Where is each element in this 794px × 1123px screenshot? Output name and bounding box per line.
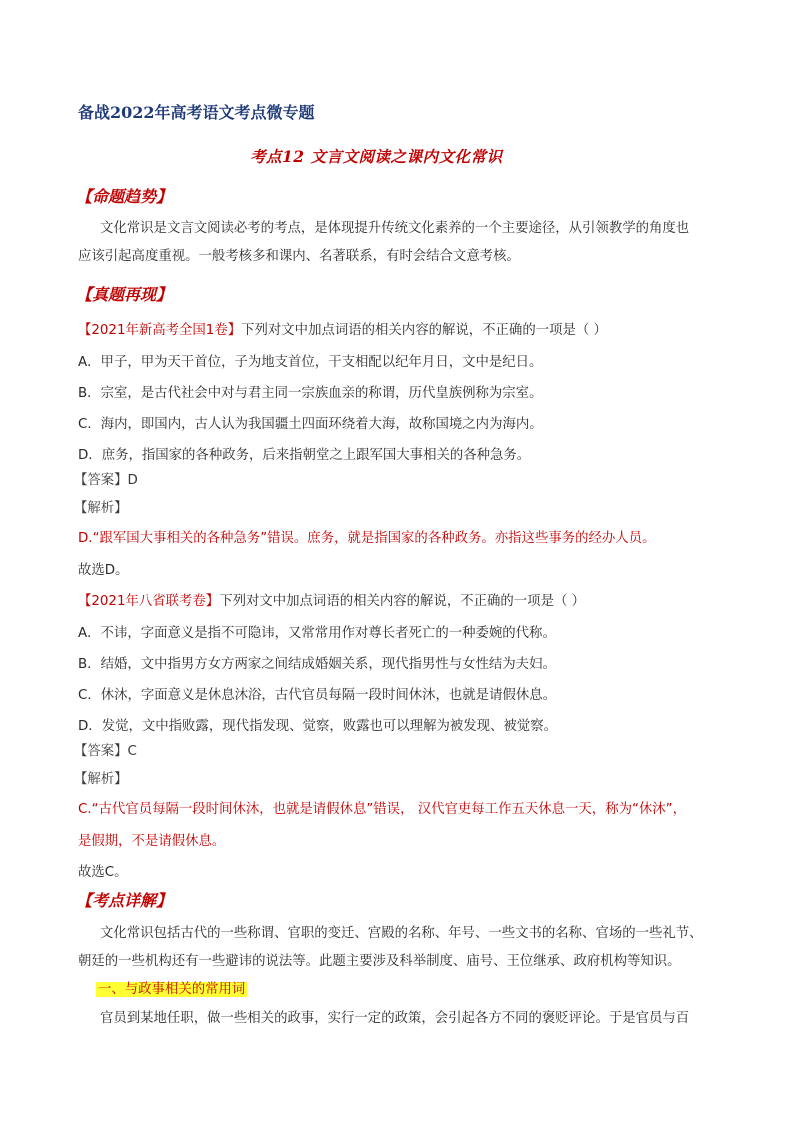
section-heading-real: 【真题再现】 bbox=[76, 285, 173, 304]
question-source: 【2021年八省联考卷】 bbox=[78, 594, 220, 609]
series-title: 备战2022年高考语文考点微专题 bbox=[78, 103, 315, 122]
analysis-label: 【解析】 bbox=[74, 501, 128, 516]
answer: 【答案】C bbox=[74, 744, 137, 759]
analysis-label: 【解析】 bbox=[74, 772, 128, 787]
question-stem: 下列对文中加点词语的相关内容的解说，不正确的一项是（ ） bbox=[219, 594, 586, 609]
answer: 【答案】D bbox=[74, 473, 138, 488]
paragraph-line: 文化常识是文言文阅读必考的考点，是体现提升传统文化素养的一个主要途径，从引领教学的角度也 bbox=[100, 221, 690, 236]
option-c: C．海内，即国内，古人认为我国疆土四面环绕着大海，故称国境之内为海内。 bbox=[78, 417, 543, 432]
option-b: B．宗室，是古代社会中对与君主同一宗族血亲的称谓，历代皇族例称为宗室。 bbox=[78, 386, 543, 401]
document-title: 考点12 文言文阅读之课内文化常识 bbox=[250, 147, 503, 166]
subheading-highlight bbox=[96, 981, 247, 999]
option-d: D．发觉，文中指败露，现代指发现、觉察，败露也可以理解为被发现、被觉察。 bbox=[78, 719, 557, 734]
analysis-text: D.“跟军国大事相关的各种急务”错误。庶务，就是指国家的各种政务。亦指这些事务的经办人员。 bbox=[78, 531, 656, 546]
option-b: B．结婚，文中指男方女方两家之间结成婚姻关系，现代指男性与女性结为夫妇。 bbox=[78, 657, 556, 672]
option-c: C．休沐，字面意义是休息沐浴，古代官员每隔一段时间休沐，也就是请假休息。 bbox=[78, 688, 557, 703]
question-source: 【2021年新高考全国1卷】 bbox=[78, 323, 242, 338]
option-d: D．庶务，指国家的各种政务，后来指朝堂之上跟军国大事相关的各种急务。 bbox=[78, 448, 531, 463]
choose-text: 故选C。 bbox=[78, 865, 128, 880]
section-heading-detail: 【考点详解】 bbox=[76, 891, 173, 910]
section-heading-trend: 【命题趋势】 bbox=[76, 187, 173, 206]
paragraph-line: 官员到某地任职，做一些相关的政事，实行一定的政策，会引起各方不同的褒贬评论。于是官员与百 bbox=[100, 1011, 690, 1026]
question-1-line bbox=[78, 322, 607, 340]
paragraph-line: 朝廷的一些机构还有一些避讳的说法等。此题主要涉及科举制度、庙号、王位继承、政府机构等知识。 bbox=[78, 954, 681, 969]
highlighted-subheading: 一、与政事相关的常用词 bbox=[98, 982, 246, 997]
question-2-line bbox=[78, 593, 585, 611]
analysis-text: 是假期，不是请假休息。 bbox=[78, 834, 226, 849]
option-a: A．不讳，字面意义是指不可隐讳，又常常用作对尊长者死亡的一种委婉的代称。 bbox=[78, 626, 556, 641]
paragraph-line: 应该引起高度重视。一般考核多和课内、名著联系，有时会结合文意考核。 bbox=[78, 249, 520, 264]
analysis-text: C.“古代官员每隔一段时间休沐，也就是请假休息”错误， 汉代官吏每工作五天休息一天，称为“休沐”， bbox=[78, 802, 687, 817]
paragraph-line: 文化常识包括古代的一些称谓、官职的变迁、宫殿的名称、年号、一些文书的名称、官场的一些礼节、 bbox=[100, 926, 703, 941]
option-a: A．甲子，甲为天干首位，子为地支首位，干支相配以纪年月日，文中是纪日。 bbox=[78, 355, 543, 370]
choose-text: 故选D。 bbox=[78, 563, 129, 578]
question-stem: 下列对文中加点词语的相关内容的解说，不正确的一项是（ ） bbox=[241, 323, 607, 338]
